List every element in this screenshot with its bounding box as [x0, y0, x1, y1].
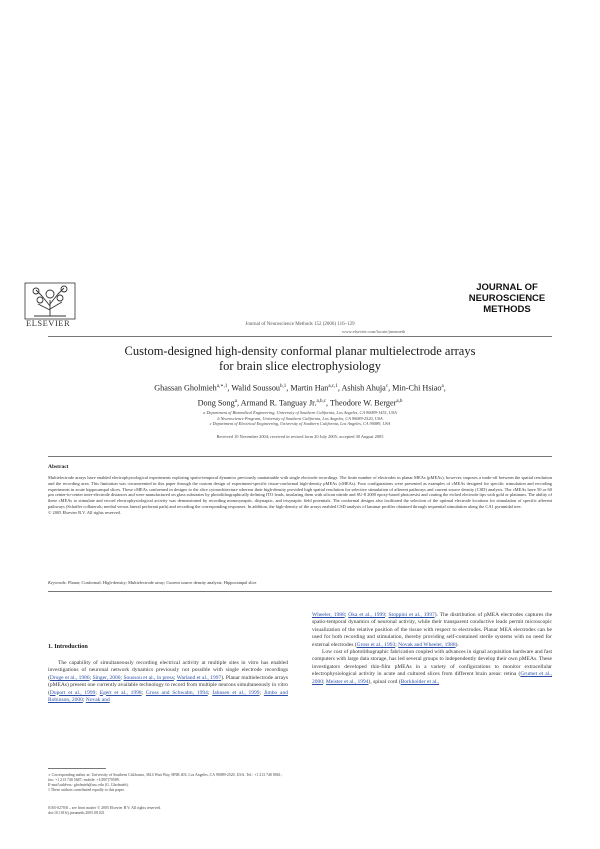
- citation-link[interactable]: Jahnsen et al., 1999: [212, 689, 260, 696]
- citation-link[interactable]: Meister et al., 1994: [325, 678, 369, 685]
- footnote-equal-contribution: 1 These authors contributed equally to this paper.: [48, 788, 125, 793]
- citation-link[interactable]: Stoppini et al., 1997: [388, 612, 435, 618]
- abstract-copyright: © 2005 Elsevier B.V. All rights reserved.: [48, 509, 121, 515]
- citation-link[interactable]: Borkholder et al.,: [400, 678, 440, 685]
- citation-link[interactable]: Duport et al., 1999: [49, 689, 96, 696]
- paragraph-text: The capability of simultaneously recording electrical activity at multiple sites in vitro has enabled investigations of neuronal network dynamics previously not possible with single electrode recordings (: [48, 660, 288, 681]
- intro-paragraph-2: Low cost of photolithographic fabrication coupled with advances in signal acquisition hardware and fast computers with large data storage, has led several groups to independently develop their own pMEAs. These investigators developed thin-film pMEAs in a variety of configurations to monitor extracellular electrophysiological activity in acute and cultured slices from different brain areas: retina (Grumet et al., 2000; Meister et al., 1994), spinal cord (Borkholder et al.,: [312, 649, 552, 685]
- affiliation-b: b Neuroscience Program, University of Southern California, Los Angeles, CA 90089-2520, USA: [217, 415, 383, 421]
- paragraph-text: ), spinal cord (: [368, 678, 401, 685]
- author: Theodore W. Berger: [329, 398, 397, 408]
- keywords-list: Planar; Conformal; High-density; Multielectrode array; Current source density analysis; Hippocampal slice: [67, 580, 257, 585]
- journal-reference: Journal of Neuroscience Methods 152 (2006) 116–129: [245, 322, 355, 327]
- keywords: [48, 580, 552, 585]
- journal-logo-line-1: JOURNAL OF: [476, 282, 538, 293]
- abstract-bottom-rule: [48, 591, 552, 592]
- author: Ashish Ahuja: [341, 383, 386, 393]
- footnote-corresponding: ∗ Corresponding author at: University of Southern California, 3614 Watt Way, HNB 403, Los Angeles, CA 90089-2520, USA. Tel.: +1 213 740 8061; fax: +1 213 740 5687; mobile: +1(807)70589.: [48, 773, 282, 783]
- right-column: [312, 612, 552, 686]
- citation-link[interactable]: Wheeler, 1988: [312, 612, 345, 618]
- paragraph-text: ). The distribution of pMEA electrodes captures the spatio-temporal dynamics of neuronal activity, while their transparent conductive leads permit microscopic visualization of the relative position of the tissue with respect to electrodes. Planar MEA electrodes can be used for both recording and stimulation, thereby providing self-contained sterile systems with no need for external electrodes (: [312, 612, 553, 648]
- intro-paragraph-1: The capability of simultaneously recording electrical activity at multiple sites in vitro has enabled investigations of neuronal network dynamics previously not possible with single electrode recordings (Droge et al., 1986; Singer, 2000; Soussou et al., in press; Warland et al., 1997). Planar multielectrode arrays (pMEAs) present one currently available technology to record from multiple neurons simultaneously in vitro (Duport et al., 1999; Egert et al., 1998; Gross and Schwalm, 1994; Jahnsen et al., 1999; Jimbo and Robinson, 2000; Novak and: [48, 660, 288, 704]
- author-affil: a,b,c: [316, 398, 326, 404]
- affiliation-c: c Department of Electrical Engineering, University of Southern California, Los Angeles, CA 90089, USA: [209, 421, 391, 427]
- affiliation-a: a Department of Biomedical Engineering, University of Southern California, Los Angeles, CA 90089-1451, USA: [203, 410, 397, 415]
- issn-line: 0165-0270/$ – see front matter © 2005 Elsevier B.V. All rights reserved.: [48, 806, 162, 810]
- author: Armand R. Tanguay Jr.: [240, 398, 317, 408]
- citation-link[interactable]: Gross et al., 1993: [356, 641, 396, 648]
- header-rule: [48, 336, 552, 337]
- affiliations: [48, 410, 552, 427]
- authors-line-1: Ghassan Gholmieh$^{a,∗,1}$, Walid Soussou$^{b,1}$, Martin Han$^{a,c,1}$, Ashish Ahuja$^c$, Min-Chi Hsiao$^a$,: [154, 383, 446, 393]
- author: Walid Soussou: [231, 383, 281, 393]
- title-line-1: Custom-designed high-density conformal planar multielectrode arrays: [124, 344, 476, 358]
- citation-link[interactable]: Jimbo and Robinson, 2000: [48, 689, 288, 704]
- journal-logo-line-2: NEUROSCIENCE: [468, 293, 546, 304]
- author: Martin Han: [290, 383, 329, 393]
- author-affil: a,c,1: [328, 384, 338, 389]
- abstract-body: [48, 475, 552, 516]
- citation-link[interactable]: Singer, 2000: [92, 674, 121, 681]
- citation-link[interactable]: Droge et al., 1986: [49, 674, 90, 681]
- author-affil: a: [234, 398, 237, 404]
- paragraph-text: Low cost of photolithographic fabrication coupled with advances in signal acquisition hardware and fast computers with large data storage, has led several groups to independently develop their own pMEAs. These investigators developed thin-film pMEAs in a variety of configurations to monitor extracellular electrophysiological activity in acute and cultured slices from different brain areas: retina (: [312, 649, 552, 678]
- author-affil: c: [385, 384, 389, 389]
- keywords-label: Keywords:: [48, 580, 67, 585]
- journal-logo: [442, 282, 572, 315]
- footnote-rule: [48, 768, 106, 769]
- citation-link[interactable]: Novak and: [85, 697, 110, 704]
- citation-link[interactable]: Gross and Schwalm, 1994: [145, 689, 208, 696]
- citation-link[interactable]: Novak and Wheeler, 1988: [398, 641, 456, 648]
- abstract-top-rule: [48, 456, 552, 457]
- citation-link[interactable]: Warland et al., 1997: [176, 674, 222, 681]
- author-affil: a: [441, 384, 444, 389]
- left-column: [48, 660, 288, 704]
- citation-link[interactable]: Soussou et al., in press: [123, 674, 174, 681]
- intro-paragraph-1-cont: Wheeler, 1988; Oka et al., 1999; Stoppini et al., 1997). The distribution of pMEA electrodes captures the spatio-temporal dynamics of neuronal activity, while their transparent conductive leads permit microscopic visualization of the relative position of the tissue with respect to electrodes. Planar MEA electrodes can be used for both recording and stimulation, thereby providing self-contained sterile systems with no need for external electrodes (Gross et al., 1993; Novak and Wheeler, 1988).: [312, 612, 553, 648]
- author-affil: a,∗,1: [216, 384, 228, 389]
- author: Dong Song: [197, 398, 235, 408]
- received-dates: Received 10 November 2004; received in revised form 20 July 2005; accepted 30 August 2005: [216, 434, 384, 439]
- author: Ghassan Gholmieh: [154, 383, 217, 393]
- citation-link[interactable]: Grumet et al., 2000: [312, 671, 552, 685]
- author: Min-Chi Hsiao: [392, 383, 442, 393]
- email-address[interactable]: gholmieh@usc.edu (G. Gholmieh).: [73, 783, 129, 788]
- page-footer: [48, 806, 288, 816]
- author-list: [48, 380, 552, 409]
- citation-link[interactable]: Oka et al., 1999: [348, 612, 385, 618]
- author-affil: a,b: [396, 398, 403, 404]
- doi-line[interactable]: doi:10.1016/j.jneumeth.2005.08.021: [48, 811, 105, 816]
- section-heading: 1. Introduction: [48, 643, 88, 650]
- citation-link[interactable]: Egert et al., 1998: [99, 689, 142, 696]
- abstract-text: Multielectrode arrays have enabled electrophysiological experiments exploring spatio-temporal dynamics previously unattainable with single electrode recordings. The finite number of electrodes in planar MEAs (pMEAs), however, imposes a trade-off between the spatial resolution and the recording area. This limitation was circumvented in this paper through the custom design of experiment-specific tissue-conformal high-density pMEAs (cMEAs). Four configurations were presented as examples of cMEAs designed for specific stimulation and recording experiments in acute hippocampal slices. These cMEAs conformed in designs to the slice cytoarchitecture whereas their high-density provided high spatial resolution for selective stimulation of afferent pathways and current source density (CSD) analysis. The cMEAs have 50 or 60 μm center-to-center inter-electrode distances and were manufactured on glass substrates by photolithographically defining ITO leads, insulating them with silicon nitride and SU-8 2000 epoxy-based photoresist and coating the etched electrode tips with gold or platinum. The ability of these cMEAs to stimulate and record electrophysiological activity was demonstrated by recording monosynaptic, disynaptic, and trisynaptic field potentials. The conformal designs also facilitated the selection of the optimal electrode locations for stimulation of specific afferent pathways (Schaffer collaterals; medial versus lateral perforant path) and recording the corresponding responses. In addition, the high-density of the arrays enabled CSD analysis of laminar profiles obtained through sequential stimulation along the CA1 pyramidal tree.: [48, 475, 552, 510]
- paragraph-text: ). Planar multielectrode arrays (pMEAs) present one currently available technology to record from multiple neurons simultaneously in vitro (: [48, 674, 288, 696]
- publisher-name: ELSEVIER: [26, 318, 71, 328]
- article-title: [48, 344, 552, 374]
- journal-logo-line-3: METHODS: [483, 304, 531, 315]
- email-label: E-mail address:: [48, 783, 73, 788]
- title-line-2: for brain slice electrophysiology: [218, 359, 382, 373]
- abstract-heading: Abstract: [48, 464, 69, 470]
- authors-line-2: Dong Song$^a$, Armand R. Tanguay Jr.$^{a,b,c}$, Theodore W. Berger$^{a,b}$: [197, 398, 403, 408]
- footnotes: [48, 773, 288, 793]
- author-affil: b,1: [280, 384, 287, 389]
- journal-url[interactable]: www.elsevier.com/locate/jneumeth: [342, 329, 406, 334]
